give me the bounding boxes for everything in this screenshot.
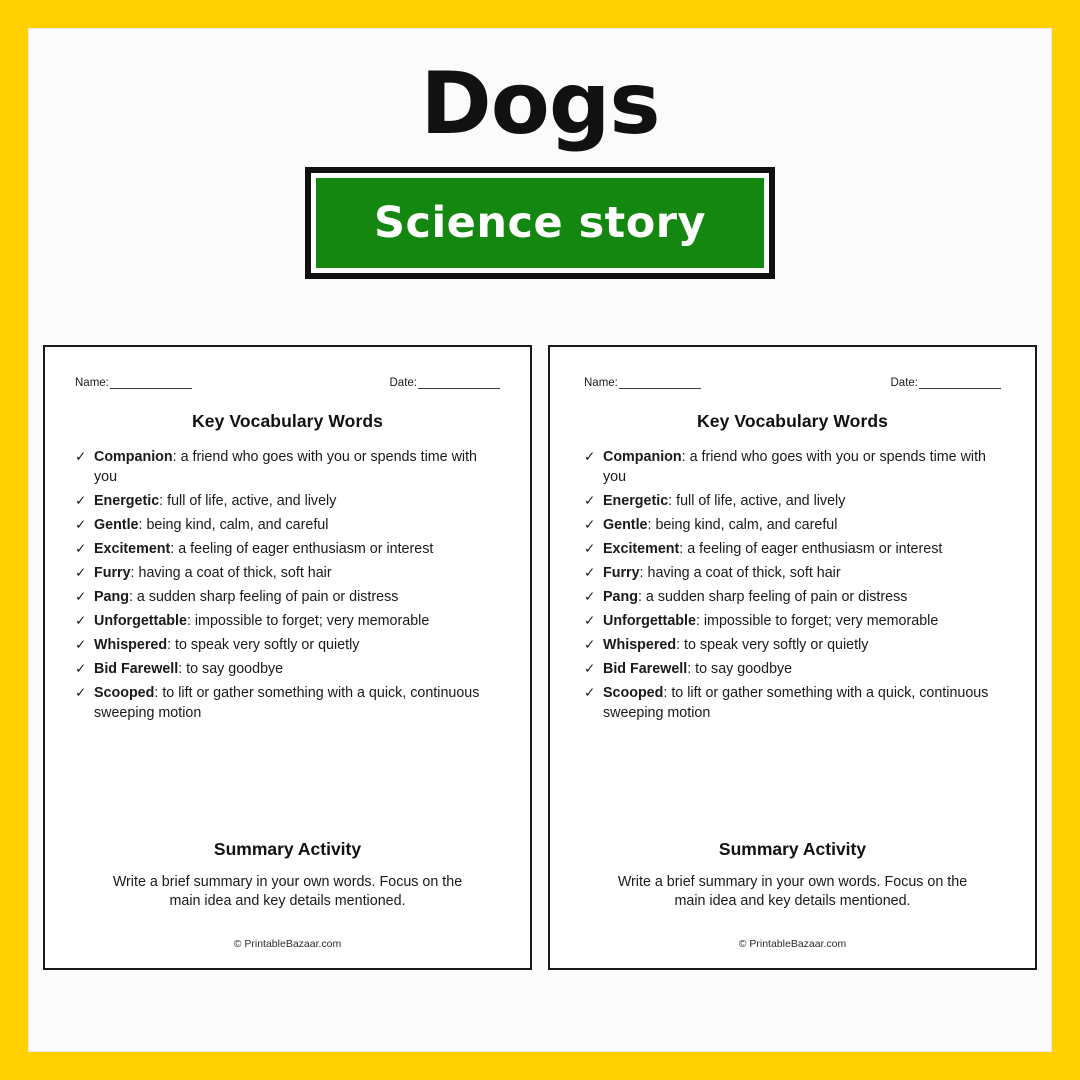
check-icon: ✓ xyxy=(584,540,596,556)
vocabulary-definition: : to speak very softly or quietly xyxy=(676,637,869,654)
worksheet-card-left xyxy=(43,345,532,970)
vocabulary-word: Furry xyxy=(603,564,640,581)
vocabulary-definition: : a sudden sharp feeling of pain or distress xyxy=(637,588,908,605)
check-icon: ✓ xyxy=(584,613,596,629)
vocabulary-definition: : being kind, calm, and careful xyxy=(647,516,838,533)
vocabulary-word: Energetic xyxy=(94,492,160,509)
vocabulary-word: Whispered xyxy=(603,637,677,654)
name-field[interactable] xyxy=(75,377,192,389)
list-item xyxy=(584,564,1001,584)
vocabulary-definition: : to say goodbye xyxy=(687,661,793,678)
date-label: Date: xyxy=(389,377,417,389)
vocabulary-entry xyxy=(603,540,1001,560)
check-icon: ✓ xyxy=(75,540,87,556)
list-item xyxy=(584,448,1001,487)
vocabulary-word: Pang xyxy=(94,588,129,605)
vocabulary-definition: : impossible to forget; very memorable xyxy=(186,613,430,630)
date-field[interactable] xyxy=(390,377,501,389)
summary-activity xyxy=(580,839,1005,912)
list-item xyxy=(584,516,1001,536)
list-item xyxy=(584,588,1001,608)
list-item xyxy=(584,636,1001,656)
vocabulary-entry xyxy=(94,684,500,723)
vocabulary-word: Pang xyxy=(603,588,638,605)
vocabulary-definition: : a friend who goes with you or spends time with you xyxy=(94,449,478,485)
check-icon: ✓ xyxy=(584,588,596,604)
meta-row xyxy=(75,377,500,389)
page-title: Dogs xyxy=(420,54,660,154)
footer-credit: © PrintableBazaar.com xyxy=(233,938,342,950)
vocabulary-entry xyxy=(94,636,500,656)
vocabulary-word: Gentle xyxy=(603,516,648,533)
check-icon: ✓ xyxy=(75,564,87,580)
vocabulary-word: Energetic xyxy=(603,492,669,509)
vocabulary-entry xyxy=(94,516,500,536)
vocabulary-entry xyxy=(603,516,1001,536)
vocabulary-definition: : having a coat of thick, soft hair xyxy=(639,564,841,581)
summary-instructions: Write a brief summary in your own words. Focus on the main idea and key details mentioned. xyxy=(112,873,463,910)
vocabulary-entry xyxy=(94,588,500,608)
vocabulary-definition: : a feeling of eager enthusiasm or interest xyxy=(170,540,434,557)
vocabulary-word: Unforgettable xyxy=(603,613,696,630)
check-icon: ✓ xyxy=(75,492,87,508)
list-item xyxy=(75,516,500,536)
summary-activity xyxy=(75,839,500,912)
name-writing-line[interactable] xyxy=(110,377,192,389)
list-item xyxy=(75,492,500,512)
check-icon: ✓ xyxy=(584,516,596,532)
check-icon: ✓ xyxy=(584,449,596,464)
date-label: Date: xyxy=(890,377,918,389)
vocabulary-definition: : having a coat of thick, soft hair xyxy=(130,564,332,581)
list-item xyxy=(584,612,1001,632)
check-icon: ✓ xyxy=(584,637,596,653)
check-icon: ✓ xyxy=(75,685,87,701)
name-label: Name: xyxy=(584,377,618,389)
vocabulary-definition: : a friend who goes with you or spends time with you xyxy=(603,449,987,485)
subtitle-banner-inner xyxy=(316,178,764,268)
vocabulary-entry xyxy=(603,588,1001,608)
vocabulary-heading: Key Vocabulary Words xyxy=(192,411,383,431)
vocabulary-word: Scooped xyxy=(603,685,664,702)
list-item xyxy=(584,660,1001,680)
vocabulary-definition: : a feeling of eager enthusiasm or interest xyxy=(679,540,943,557)
worksheet-pair xyxy=(43,345,1037,970)
vocabulary-word: Bid Farewell xyxy=(94,661,179,678)
vocabulary-definition: : to lift or gather something with a quick, continuous sweeping motion xyxy=(603,685,989,721)
vocabulary-word: Gentle xyxy=(94,516,139,533)
subtitle-text: Science story xyxy=(373,198,707,249)
vocabulary-word: Unforgettable xyxy=(94,613,187,630)
vocabulary-entry xyxy=(94,448,500,487)
vocabulary-entry xyxy=(603,660,1001,680)
vocabulary-word: Bid Farewell xyxy=(603,661,688,678)
list-item xyxy=(75,448,500,487)
vocabulary-definition: : full of life, active, and lively xyxy=(668,492,846,509)
check-icon: ✓ xyxy=(75,516,87,532)
vocabulary-word: Furry xyxy=(94,564,131,581)
vocabulary-definition: : a sudden sharp feeling of pain or distress xyxy=(128,588,399,605)
vocabulary-definition: : impossible to forget; very memorable xyxy=(695,613,939,630)
list-item xyxy=(75,540,500,560)
summary-title: Summary Activity xyxy=(718,838,867,859)
check-icon: ✓ xyxy=(584,564,596,580)
check-icon: ✓ xyxy=(75,661,87,677)
list-item xyxy=(75,588,500,608)
vocabulary-definition: : to speak very softly or quietly xyxy=(167,637,360,654)
vocabulary-word: Excitement xyxy=(94,540,171,557)
vocabulary-word: Excitement xyxy=(603,540,680,557)
vocabulary-word: Companion xyxy=(603,449,682,465)
vocabulary-definition: : full of life, active, and lively xyxy=(159,492,337,509)
vocabulary-word: Scooped xyxy=(94,685,155,702)
worksheet-page xyxy=(28,28,1052,1052)
check-icon: ✓ xyxy=(584,685,596,701)
vocabulary-definition: : to lift or gather something with a quick, continuous sweeping motion xyxy=(94,685,480,721)
date-writing-line[interactable] xyxy=(418,377,500,389)
name-label: Name: xyxy=(75,377,109,389)
vocabulary-definition: : to say goodbye xyxy=(178,661,284,678)
vocabulary-word: Companion xyxy=(94,449,173,465)
name-field[interactable] xyxy=(584,377,701,389)
check-icon: ✓ xyxy=(75,588,87,604)
vocabulary-entry xyxy=(94,492,500,512)
vocabulary-entry xyxy=(603,684,1001,723)
list-item xyxy=(75,636,500,656)
subtitle-banner xyxy=(305,167,775,279)
check-icon: ✓ xyxy=(75,449,87,464)
vocabulary-list xyxy=(75,448,500,723)
vocabulary-entry xyxy=(603,448,1001,487)
vocabulary-heading: Key Vocabulary Words xyxy=(697,411,888,431)
check-icon: ✓ xyxy=(75,637,87,653)
summary-title: Summary Activity xyxy=(213,838,362,859)
name-writing-line[interactable] xyxy=(619,377,701,389)
meta-row xyxy=(584,377,1001,389)
date-writing-line[interactable] xyxy=(919,377,1001,389)
vocabulary-entry xyxy=(603,492,1001,512)
worksheet-card-right xyxy=(548,345,1037,970)
list-item xyxy=(75,612,500,632)
list-item xyxy=(75,564,500,584)
vocabulary-entry xyxy=(603,564,1001,584)
list-item xyxy=(584,492,1001,512)
vocabulary-entry xyxy=(94,540,500,560)
vocabulary-entry xyxy=(603,612,1001,632)
vocabulary-definition: : being kind, calm, and careful xyxy=(138,516,329,533)
check-icon: ✓ xyxy=(584,492,596,508)
vocabulary-entry xyxy=(94,564,500,584)
vocabulary-entry xyxy=(603,636,1001,656)
vocabulary-entry xyxy=(94,612,500,632)
summary-instructions: Write a brief summary in your own words. Focus on the main idea and key details mentioned. xyxy=(617,873,968,910)
list-item xyxy=(584,540,1001,560)
list-item xyxy=(75,684,500,723)
date-field[interactable] xyxy=(891,377,1002,389)
list-item xyxy=(75,660,500,680)
check-icon: ✓ xyxy=(75,613,87,629)
vocabulary-entry xyxy=(94,660,500,680)
list-item xyxy=(584,684,1001,723)
footer-credit: © PrintableBazaar.com xyxy=(738,938,847,950)
vocabulary-word: Whispered xyxy=(94,637,168,654)
check-icon: ✓ xyxy=(584,661,596,677)
vocabulary-list xyxy=(584,448,1001,723)
